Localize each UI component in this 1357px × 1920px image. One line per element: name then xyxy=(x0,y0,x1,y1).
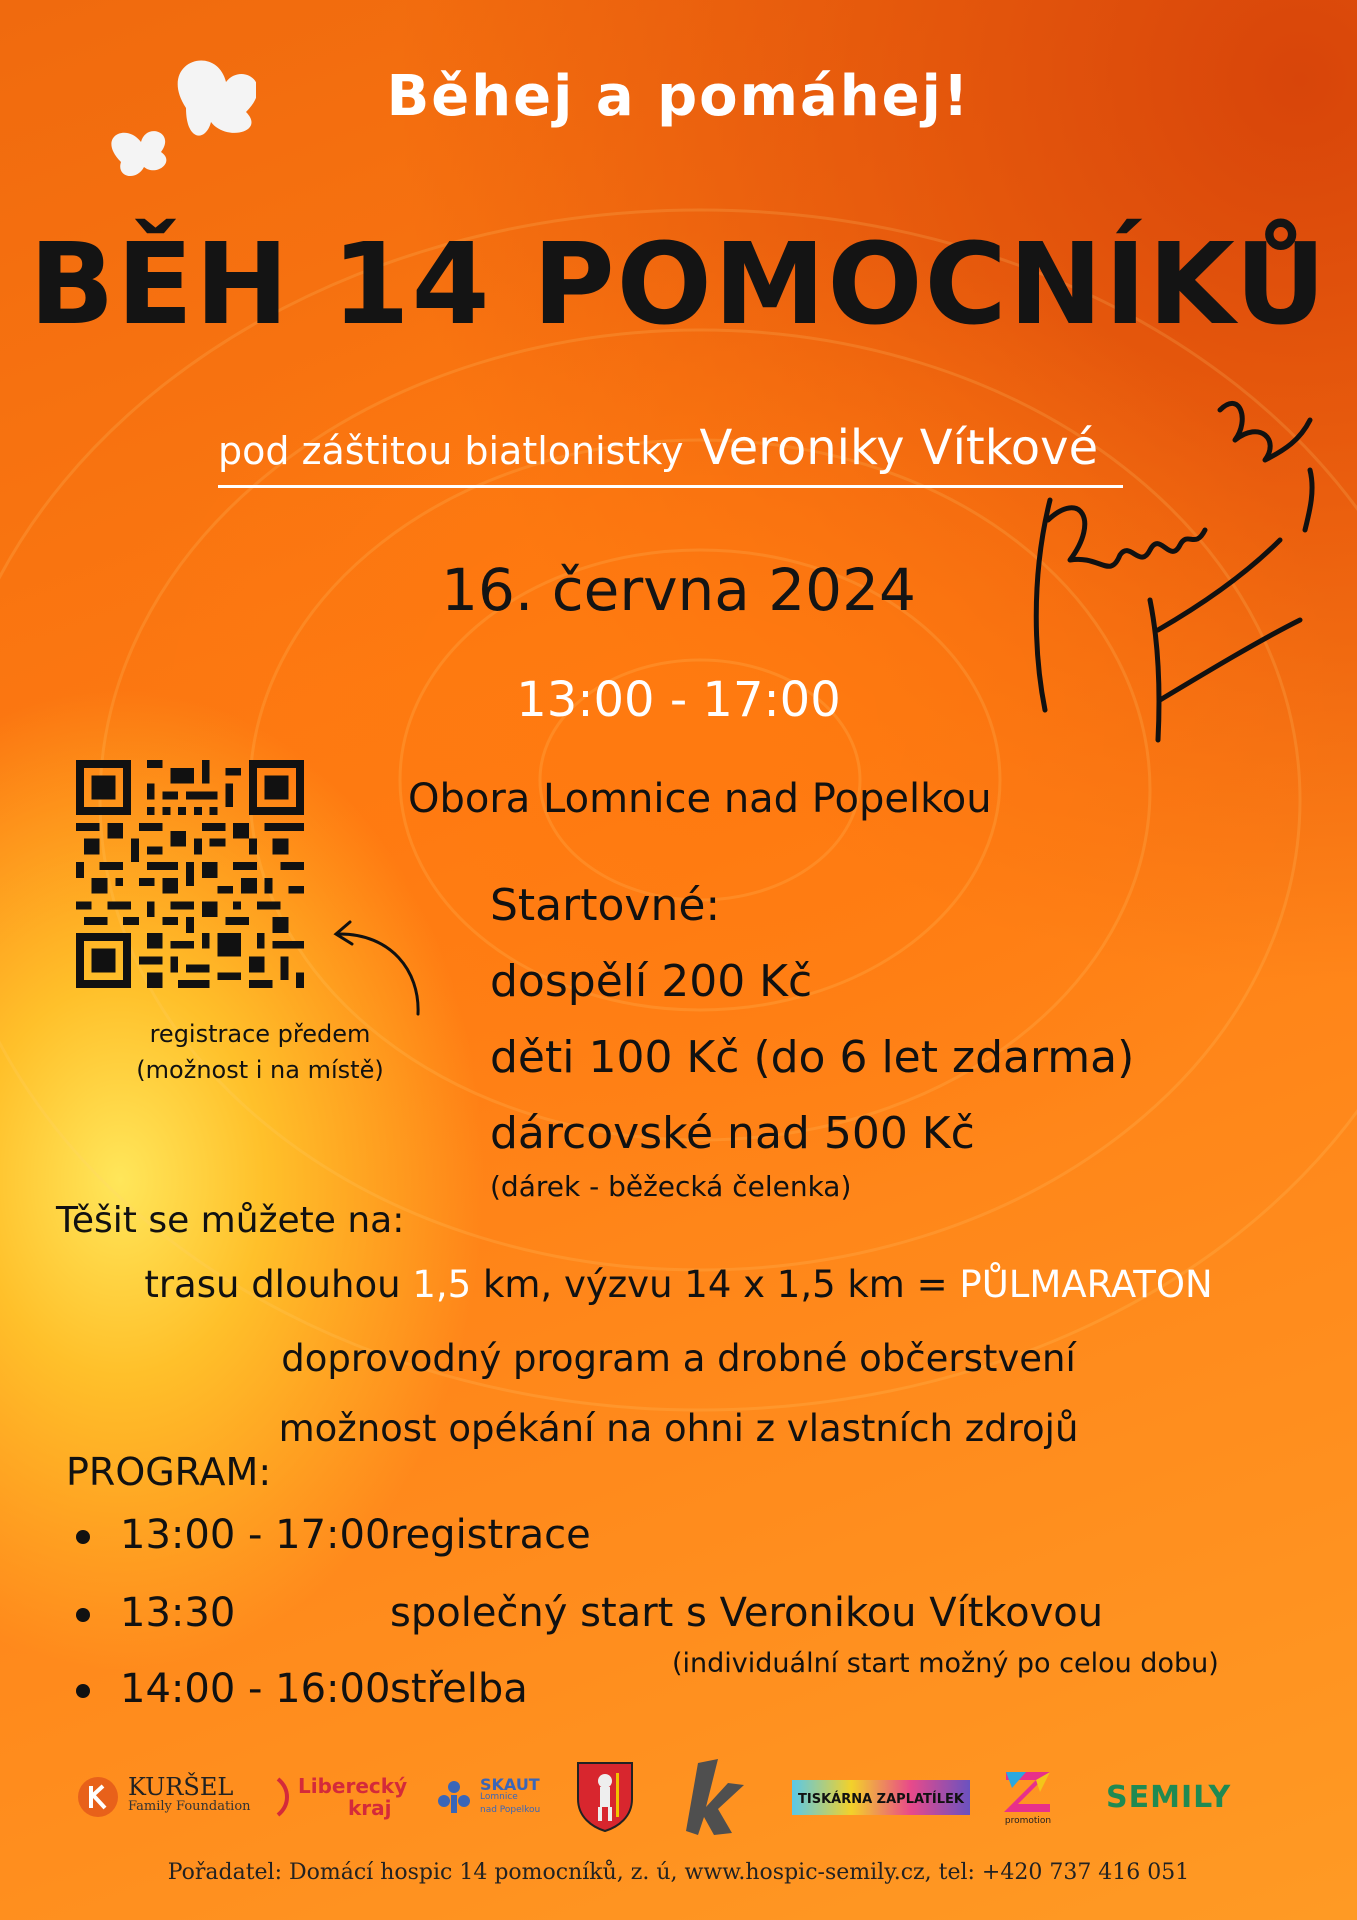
kursel-sub: Family Foundation xyxy=(128,1799,251,1814)
lookforward-line1-c: km, výzvu 14 x 1,5 km = xyxy=(471,1263,960,1306)
bullet-icon xyxy=(76,1684,90,1698)
lily-icon xyxy=(434,1777,474,1817)
lookforward-heading: Těšit se můžete na: xyxy=(56,1200,405,1241)
event-place: Obora Lomnice nad Popelkou xyxy=(408,776,992,822)
registration-qr-code[interactable] xyxy=(76,760,304,988)
patron-underline xyxy=(218,485,1123,488)
patron-line xyxy=(218,420,1098,476)
logo-kursel xyxy=(76,1752,251,1842)
skaut-name: SKAUT xyxy=(480,1774,540,1794)
logo-z-promotion xyxy=(1000,1752,1056,1842)
page-title: BĚH 14 POMOCNÍKŮ xyxy=(29,220,1328,350)
program-label: společný start s Veronikou Vítkovou xyxy=(390,1590,1104,1636)
promotion-label: promotion xyxy=(1004,1816,1052,1826)
bullet-icon xyxy=(76,1530,90,1544)
z-brand-icon xyxy=(1000,1768,1056,1816)
program-time: 14:00 - 16:00 xyxy=(120,1666,391,1712)
program-heading: PROGRAM: xyxy=(66,1450,272,1494)
motto: Běhej a pomáhej! xyxy=(386,64,971,129)
event-time: 13:00 - 17:00 xyxy=(516,672,841,728)
logo-coat-of-arms xyxy=(576,1752,634,1842)
program-label: střelba xyxy=(390,1666,528,1712)
program-item xyxy=(76,1666,528,1712)
fee-donor-note: (dárek - běžecká čelenka) xyxy=(490,1170,852,1203)
fees-heading: Startovné: xyxy=(490,880,721,931)
kursel-name: KURŠEL xyxy=(128,1773,234,1801)
event-date: 16. června 2024 xyxy=(441,556,916,624)
lookforward-halfmarathon: PŮLMARATON xyxy=(959,1263,1213,1306)
program-note: (individuální start možný po celou dobu) xyxy=(672,1648,1219,1679)
program-time: 13:30 xyxy=(120,1590,236,1636)
fee-adults: dospělí 200 Kč xyxy=(490,956,813,1007)
lookforward-line1 xyxy=(0,1263,1357,1306)
semily-name: SEMILY xyxy=(1106,1779,1232,1815)
curved-arrow-icon xyxy=(320,910,430,1020)
fees-block xyxy=(490,880,1134,1203)
patron-name: Veroniky Vítkové xyxy=(699,420,1099,476)
program-item xyxy=(76,1512,591,1558)
program-label: registrace xyxy=(390,1512,591,1558)
logo-skaut xyxy=(434,1752,540,1842)
logo-semily xyxy=(1106,1752,1231,1842)
k-brand-icon xyxy=(684,1757,748,1837)
lookforward-line3: možnost opékání na ohni z vlastních zdrojů xyxy=(278,1407,1079,1450)
liberec-line1: Liberecký xyxy=(298,1774,408,1798)
coat-of-arms-icon xyxy=(576,1761,634,1833)
logo-k xyxy=(684,1752,748,1842)
kursel-emblem-icon xyxy=(76,1775,120,1819)
logo-tiskarna xyxy=(792,1752,970,1842)
fee-donor: dárcovské nad 500 Kč xyxy=(490,1108,975,1159)
program-item xyxy=(76,1590,1103,1636)
qr-caption-line1: registrace předem xyxy=(149,1020,371,1048)
skaut-sub2: nad Popelkou xyxy=(480,1804,541,1815)
liberec-emblem-icon xyxy=(274,1775,298,1819)
tiskarna-name: TISKÁRNA ZAPLATÍLEK xyxy=(798,1791,964,1807)
lookforward-line1-a: trasu dlouhou xyxy=(144,1263,413,1306)
qr-caption-line2: (možnost i na místě) xyxy=(136,1056,384,1084)
patron-prefix: pod záštitou biatlonistky xyxy=(218,429,684,473)
sponsor-logos xyxy=(0,1752,1357,1842)
skaut-sub1: Lomnice xyxy=(480,1791,518,1802)
logo-liberecky-kraj xyxy=(274,1752,407,1842)
bullet-icon xyxy=(76,1608,90,1622)
lookforward-line2: doprovodný program a drobné občerstvení xyxy=(281,1337,1076,1380)
footer-organizer: Pořadatel: Domácí hospic 14 pomocníků, z. ú, www.hospic-semily.cz, tel: +420 737 416 051 xyxy=(167,1860,1190,1885)
fee-children: děti 100 Kč (do 6 let zdarma) xyxy=(490,1032,1135,1083)
program-time: 13:00 - 17:00 xyxy=(120,1512,391,1558)
lookforward-distance: 1,5 xyxy=(412,1263,472,1306)
qr-caption xyxy=(120,1016,400,1088)
liberec-line2: kraj xyxy=(348,1796,392,1820)
